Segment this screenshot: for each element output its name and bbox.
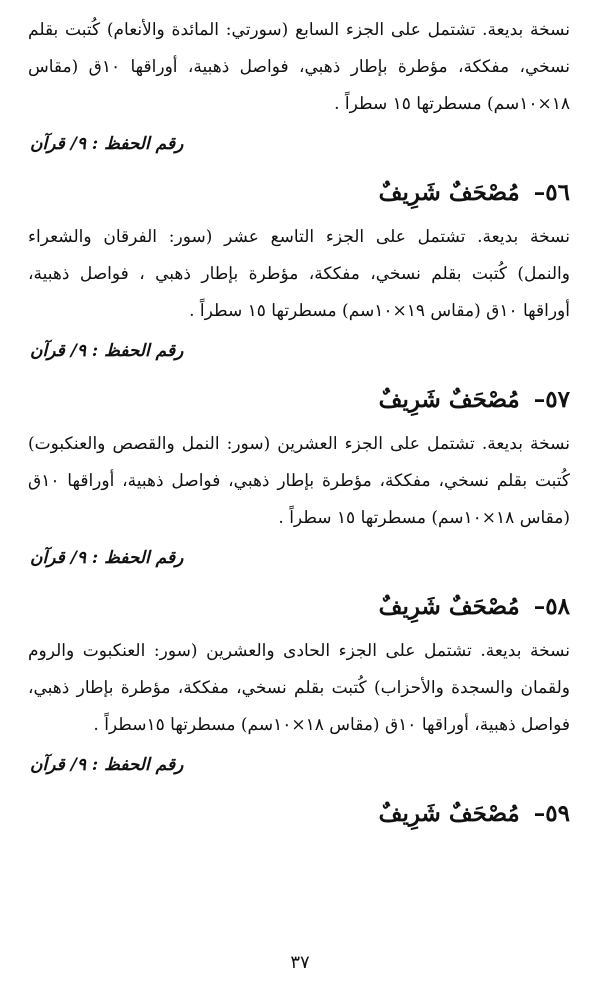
page-number: ٣٧ <box>290 952 310 973</box>
entry-number: ٥٨– <box>533 593 570 620</box>
entry-57-description: نسخة بديعة. تشتمل على الجزء العشرين (سور: النمل والقصص والعنكبوت) كُتبت بقلم نسخي، مفككة، مؤطرة بإطار ذهبي، فواصل ذهبية، أوراقها ١٠ق (مقاس ١٨×١٠سم) مسطرتها ١٥ سطراً . <box>28 434 570 528</box>
entry-58-heading <box>28 587 570 627</box>
entry-56-description: نسخة بديعة. تشتمل على الجزء التاسع عشر (سور: الفرقان والشعراء والنمل) كُتبت بقلم نسخي، مفككة، مؤطرة بإطار ذهبي ، فواصل ذهبية، أوراقها ١٠ق (مقاس ١٩×١٠سم) مسطرتها ١٥ سطراً . <box>28 227 570 321</box>
entry-57-shelf-mark: رقم الحفظ : ٩/ قرآن <box>30 548 184 568</box>
entry-58-description: نسخة بديعة. تشتمل على الجزء الحادى والعشرين (سور: العنكبوت والروم ولقمان والسجدة والأحزاب) كُتبت بقلم نسخي، مفككة، مؤطرة بإطار ذهبي، فواصل ذهبية، أوراقها ١٠ق (مقاس ١٨×١٠سم) مسطرتها ١٥سطراً . <box>28 641 570 735</box>
entry-number: ٥٧– <box>533 386 570 413</box>
entry-56-heading <box>28 173 570 213</box>
entry-55-description: نسخة بديعة. تشتمل على الجزء السابع (سورتي: المائدة والأنعام) كُتبت بقلم نسخي، مفككة، مؤطرة بإطار ذهبي، فواصل ذهبية، أوراقها ١٠ق (مقاس ١٨×١٠سم) مسطرتها ١٥ سطراً . <box>28 20 570 114</box>
entry-title: مُصْحَفٌ شَرِيفٌ <box>378 179 520 206</box>
entry-title: مُصْحَفٌ شَرِيفٌ <box>378 386 520 413</box>
entry-57-heading <box>28 380 570 420</box>
entry-59-heading <box>28 794 570 834</box>
entry-number: ٥٩– <box>533 800 570 827</box>
document-page <box>28 12 570 840</box>
entry-number: ٥٦– <box>533 179 570 206</box>
entry-55-shelf-mark: رقم الحفظ : ٩/ قرآن <box>30 134 184 154</box>
entry-56-shelf-mark: رقم الحفظ : ٩/ قرآن <box>30 341 184 361</box>
entry-title: مُصْحَفٌ شَرِيفٌ <box>378 800 520 827</box>
entry-title: مُصْحَفٌ شَرِيفٌ <box>378 593 520 620</box>
entry-58-shelf-mark: رقم الحفظ : ٩/ قرآن <box>30 755 184 775</box>
